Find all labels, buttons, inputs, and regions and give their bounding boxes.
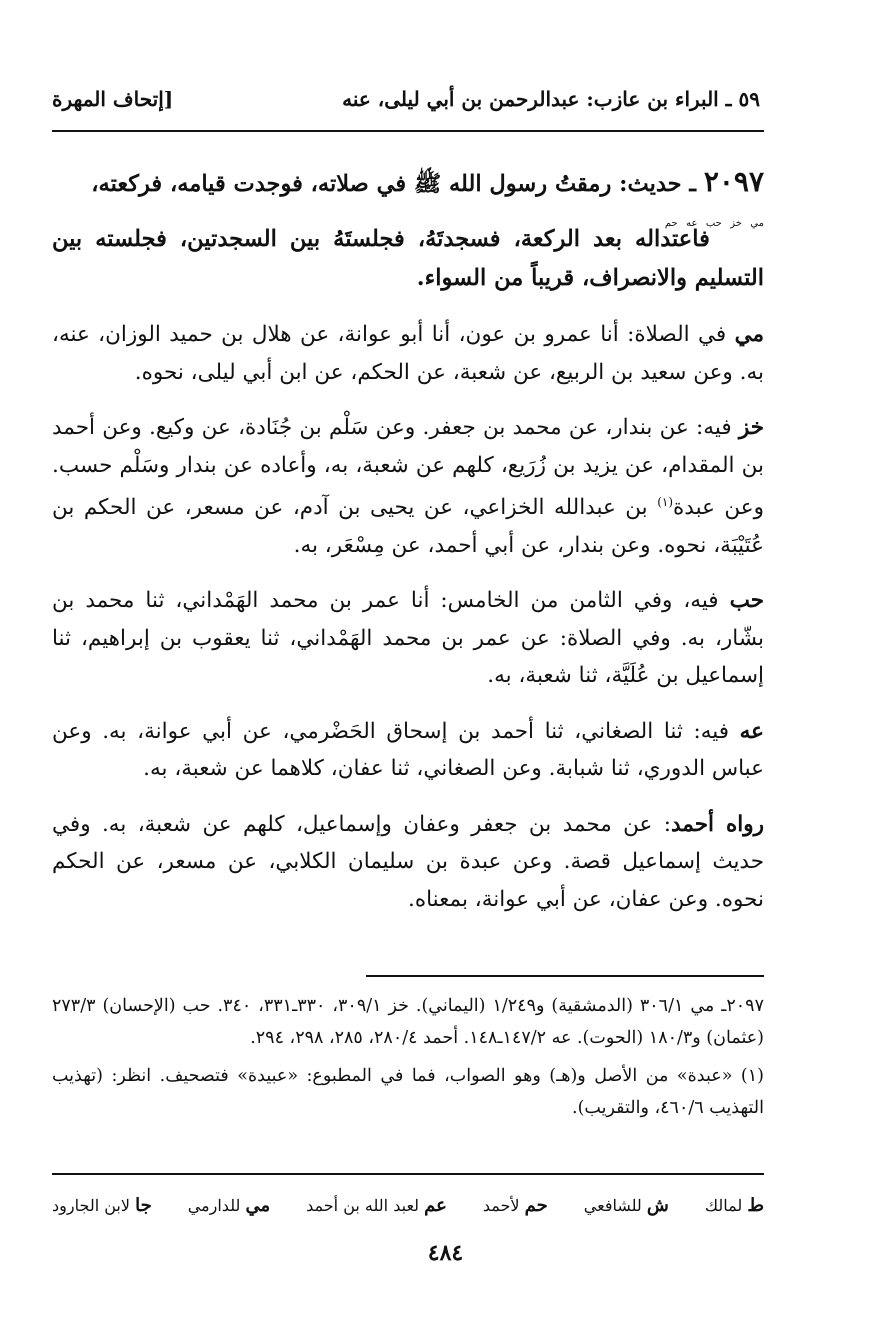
source-text-continued: بن عبدالله الخزاعي، عن يحيى بن آدم، عن مسعر، عن الحكم بن عُتَيْبَة، نحوه. وعن بندار، عن أبي أحمد، عن مِسْعَر، به. xyxy=(52,495,764,558)
source-label: حب xyxy=(729,588,764,613)
page-number: ٤٨٤ xyxy=(427,1240,464,1266)
hadith-entry xyxy=(52,162,764,298)
source-text: في الصلاة: أنا عمرو بن عون، أنا أبو عوانة، عن هلال بن حميد الوزان، عنه، به. وعن سعيد بن الربيع، عن شعبة، عن الحكم، عن ابن أبي ليلى، نحوه. xyxy=(52,322,764,385)
source-label: رواه أحمد xyxy=(670,811,765,837)
book-title: [إتحاف المهرة xyxy=(52,87,174,111)
chapter-title: ٥٩ ـ البراء بن عازب: عبدالرحمن بن أبي ليلى، عنه xyxy=(342,87,760,111)
source-text: فيه: عن بندار، عن محمد بن جعفر. وعن سَلْم بن جُنَادة، عن وكيع. وعن أحمد بن المقدام، عن يزيد بن زُرَيع، كلهم عن شعبة، به، وأعاده عن بندار وسَلْم حسب. وعن عبدة xyxy=(52,415,765,520)
source-paragraph-ah xyxy=(52,713,764,788)
source-paragraph-khz xyxy=(52,409,764,564)
source-text: : عن محمد بن جعفر وعفان وإسماعيل، كلهم عن شعبة، به. وفي حديث إسماعيل قصة. وعن عبدة بن سليمان الكلابي، عن مسعر، عن الحكم نحوه. وعن عفان، عن أبي عوانة، بمعناه. xyxy=(52,811,764,912)
abbreviation-rule xyxy=(52,1173,764,1175)
footnote-rule xyxy=(366,975,764,977)
source-paragraph-ahmad xyxy=(52,806,764,919)
abbreviation-item: مي للدارمي xyxy=(187,1194,271,1216)
footnotes xyxy=(52,990,764,1130)
source-text: فيه، وفي الثامن من الخامس: أنا عمر بن محمد الهَمْداني، ثنا محمد بن بشّار، به. وفي الصلاة: عن عمر بن محمد الهَمْداني، ثنا يعقوب بن إبراهيم، ثنا إسماعيل بن عُلَيَّة، ثنا شعبة، به. xyxy=(52,588,764,688)
main-text xyxy=(52,162,764,936)
footnote-1: (١) «عبدة» من الأصل و(هـ) وهو الصواب، فما في المطبوع: «عبيدة» فتصحيف. انظر: (تهذيب التهذيب ٤٦٠/٦، والتقريب). xyxy=(52,1066,764,1118)
source-label: عه xyxy=(739,718,764,744)
hadith-text-part2: فاعتداله بعد الركعة، فسجدتَهُ، فجلستَهُ بين السجدتين، فجلسته بين التسليم والانصراف، قريباً من السواء. xyxy=(52,226,764,291)
abbreviation-item: ش للشافعي xyxy=(583,1194,669,1216)
hadith-number: ٢٠٩٧ xyxy=(703,165,764,198)
abbreviation-item: عم لعبد الله بن أحمد xyxy=(306,1194,447,1216)
source-paragraph-hb xyxy=(52,582,764,695)
abbreviation-item: ط لمالك xyxy=(704,1194,764,1216)
running-header xyxy=(52,82,760,116)
source-paragraph-mi xyxy=(52,316,764,391)
source-text: فيه: ثنا الصغاني، ثنا أحمد بن إسحاق الحَضْرمي، عن أبي عوانة، به. وعن عباس الدوري، ثنا شبابة. وعن الصغاني، ثنا عفان، كلاهما عن شعبة، به. xyxy=(52,718,764,781)
header-rule xyxy=(52,130,764,132)
abbreviation-item: جا لابن الجارود xyxy=(52,1194,152,1216)
footnote-sources: ٢٠٩٧ـ مي ٣٠٦/١ (الدمشقية) و١/٢٤٩ (اليماني). خز ٣٠٩/١، ٣٣٠ـ٣٣١، ٣٤٠. حب (الإحسان) ٢٧٣/٣ (عثمان) و١٨٠/٣ (الحوت). عه ١٤٧/٢ـ١٤٨. أحمد ٢٨٠/٤، ٢٨٥، ٢٩٨، ٢٩٤. xyxy=(52,996,764,1048)
abbreviation-item: حم لأحمد xyxy=(482,1194,548,1216)
abbreviation-key xyxy=(52,1190,764,1220)
hadith-sigla: مي خز حب عه حم xyxy=(664,218,764,229)
hadith-text-part1: ـ حديث: رمقتُ رسول الله ﷺ في صلاته، فوجدت قيامه، فركعته، xyxy=(91,171,696,197)
footnote-reference: (١) xyxy=(657,495,674,509)
source-label: مي xyxy=(734,322,764,347)
source-label: خز xyxy=(738,415,764,440)
